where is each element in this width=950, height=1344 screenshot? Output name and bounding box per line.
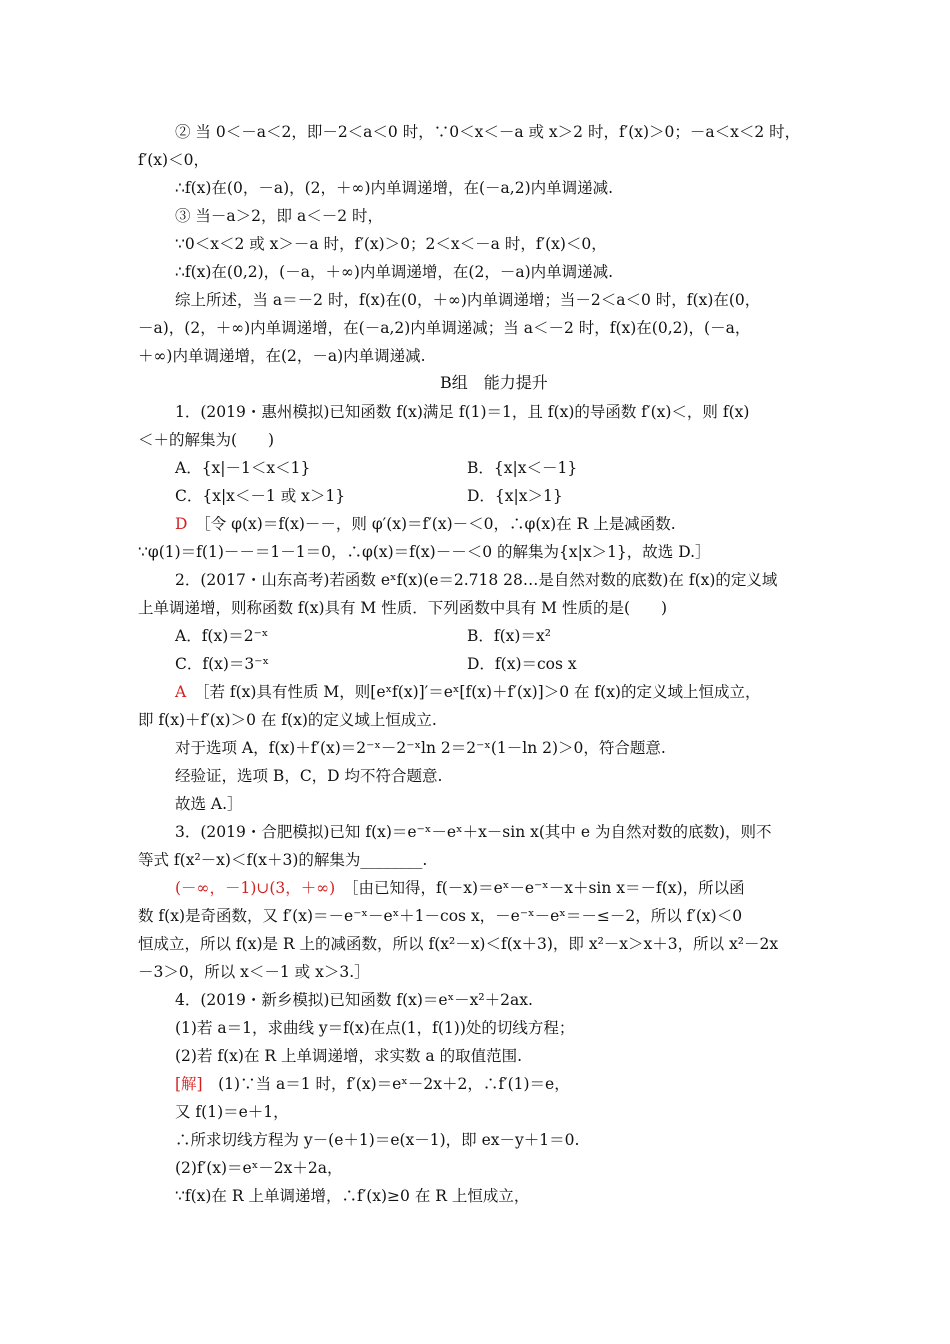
option-a: A．{x|－1＜x＜1} xyxy=(175,459,311,477)
text-line: ＜＋的解集为( ) xyxy=(138,431,275,449)
text-line: ② 当 0＜－a＜2，即－2＜a＜0 时，∵0＜x＜－a 或 x＞2 时，f′(x)＞0；－a＜x＜2 时， xyxy=(175,123,801,141)
text-line: 恒成立，所以 f(x)是 R 上的减函数，所以 f(x²－x)＜f(x＋3)，即 x²－x＞x＋3，所以 x²－2x xyxy=(138,935,779,953)
solution-label: [解] xyxy=(175,1075,203,1093)
text-line: 上单调递增，则称函数 f(x)具有 M 性质．下列函数中具有 M 性质的是( ) xyxy=(138,599,668,617)
answer-2: A ［若 f(x)具有性质 M，则[eˣf(x)]′＝eˣ[f(x)＋f′(x)]＞0 在 f(x)的定义域上恒成立， xyxy=(175,683,761,701)
option-a: A．f(x)＝2⁻ˣ xyxy=(175,627,269,645)
question-4: 4．(2019・新乡模拟)已知函数 f(x)＝eˣ－x²＋2ax. xyxy=(175,991,533,1009)
text-line: ＋∞)内单调递增，在(2，－a)内单调递减. xyxy=(138,347,426,365)
text-line: 故选 A.］ xyxy=(175,795,243,813)
text-line: (1)若 a＝1，求曲线 y＝f(x)在点(1，f(1))处的切线方程； xyxy=(175,1019,575,1037)
text-line: 对于选项 A，f(x)＋f′(x)＝2⁻ˣ－2⁻ˣln 2＝2⁻ˣ(1－ln 2)＞0，符合题意. xyxy=(175,739,666,757)
question-1: 1．(2019・惠州模拟)已知函数 f(x)满足 f(1)＝1，且 f(x)的导函数 f′(x)＜，则 f(x) xyxy=(175,403,750,421)
section-title: B组 能力提升 xyxy=(440,373,548,392)
text-line: 即 f(x)＋f′(x)＞0 在 f(x)的定义域上恒成立. xyxy=(138,711,437,729)
text-line: －a)，(2，＋∞)内单调递增，在(－a,2)内单调递减；当 a＜－2 时，f(x)在(0,2)，(－a， xyxy=(138,319,751,337)
text-line: －3＞0，所以 x＜－1 或 x＞3.］ xyxy=(138,963,370,981)
answer-label: A xyxy=(175,683,187,701)
option-b: B．f(x)＝x² xyxy=(467,627,551,645)
text-line: 又 f(1)＝e＋1， xyxy=(175,1103,289,1121)
text-line: (2)若 f(x)在 R 上单调递增，求实数 a 的取值范围. xyxy=(175,1047,523,1065)
answer-3: (－∞，－1)∪(3，＋∞) ［由已知得，f(－x)＝eˣ－e⁻ˣ－x＋sin x＝－f(x)，所以函 xyxy=(175,879,745,897)
option-c: C．f(x)＝3⁻ˣ xyxy=(175,655,270,673)
option-d: D．{x|x＞1} xyxy=(467,487,563,505)
text-line: ∴f(x)在(0，－a)，(2，＋∞)内单调递增，在(－a,2)内单调递减. xyxy=(175,179,614,197)
text-line: f′(x)＜0， xyxy=(138,151,209,169)
text-line: ∴所求切线方程为 y－(e＋1)＝e(x－1)，即 ex－y＋1＝0. xyxy=(175,1131,580,1149)
answer-label: (－∞，－1)∪(3，＋∞) xyxy=(175,879,336,897)
solution-4: [解] (1)∵当 a＝1 时，f′(x)＝eˣ－2x＋2，∴f′(1)＝e， xyxy=(175,1075,570,1093)
text-line: 经验证，选项 B，C，D 均不符合题意. xyxy=(175,767,443,785)
question-2: 2．(2017・山东高考)若函数 eˣf(x)(e＝2.718 28…是自然对数的底数)在 f(x)的定义域 xyxy=(175,571,778,589)
text-line: ∵f(x)在 R 上单调递增，∴f′(x)≥0 在 R 上恒成立， xyxy=(175,1187,530,1205)
text-line: ∵0＜x＜2 或 x＞－a 时，f′(x)＞0；2＜x＜－a 时，f′(x)＜0， xyxy=(175,235,607,253)
text-line: ③ 当－a＞2，即 a＜－2 时， xyxy=(175,207,383,225)
answer-1: D ［令 φ(x)＝f(x)－－，则 φ′(x)＝f′(x)－＜0，∴φ(x)在 R 上是减函数. xyxy=(175,515,676,533)
option-b: B．{x|x＜－1} xyxy=(467,459,578,477)
text-line: 等式 f(x²－x)＜f(x＋3)的解集为________. xyxy=(138,851,428,869)
option-c: C．{x|x＜－1 或 x＞1} xyxy=(175,487,346,505)
text-line: 数 f(x)是奇函数，又 f′(x)＝－e⁻ˣ－eˣ＋1－cos x，－e⁻ˣ－eˣ＝－≤－2，所以 f′(x)＜0 xyxy=(138,907,743,925)
question-3: 3．(2019・合肥模拟)已知 f(x)＝e⁻ˣ－eˣ＋x－sin x(其中 e 为自然对数的底数)，则不 xyxy=(175,823,772,841)
text-line: ∵φ(1)＝f(1)－－＝1－1＝0，∴φ(x)＝f(x)－－＜0 的解集为{x|x＞1}，故选 D.］ xyxy=(138,543,711,561)
text-line: (2)f′(x)＝eˣ－2x＋2a， xyxy=(175,1159,343,1177)
option-d: D．f(x)＝cos x xyxy=(467,655,577,673)
text-line: 综上所述，当 a＝－2 时，f(x)在(0，＋∞)内单调递增；当－2＜a＜0 时，f(x)在(0， xyxy=(175,291,761,309)
text-line: ∴f(x)在(0,2)，(－a，＋∞)内单调递增，在(2，－a)内单调递减. xyxy=(175,263,614,281)
answer-label: D xyxy=(175,515,188,533)
